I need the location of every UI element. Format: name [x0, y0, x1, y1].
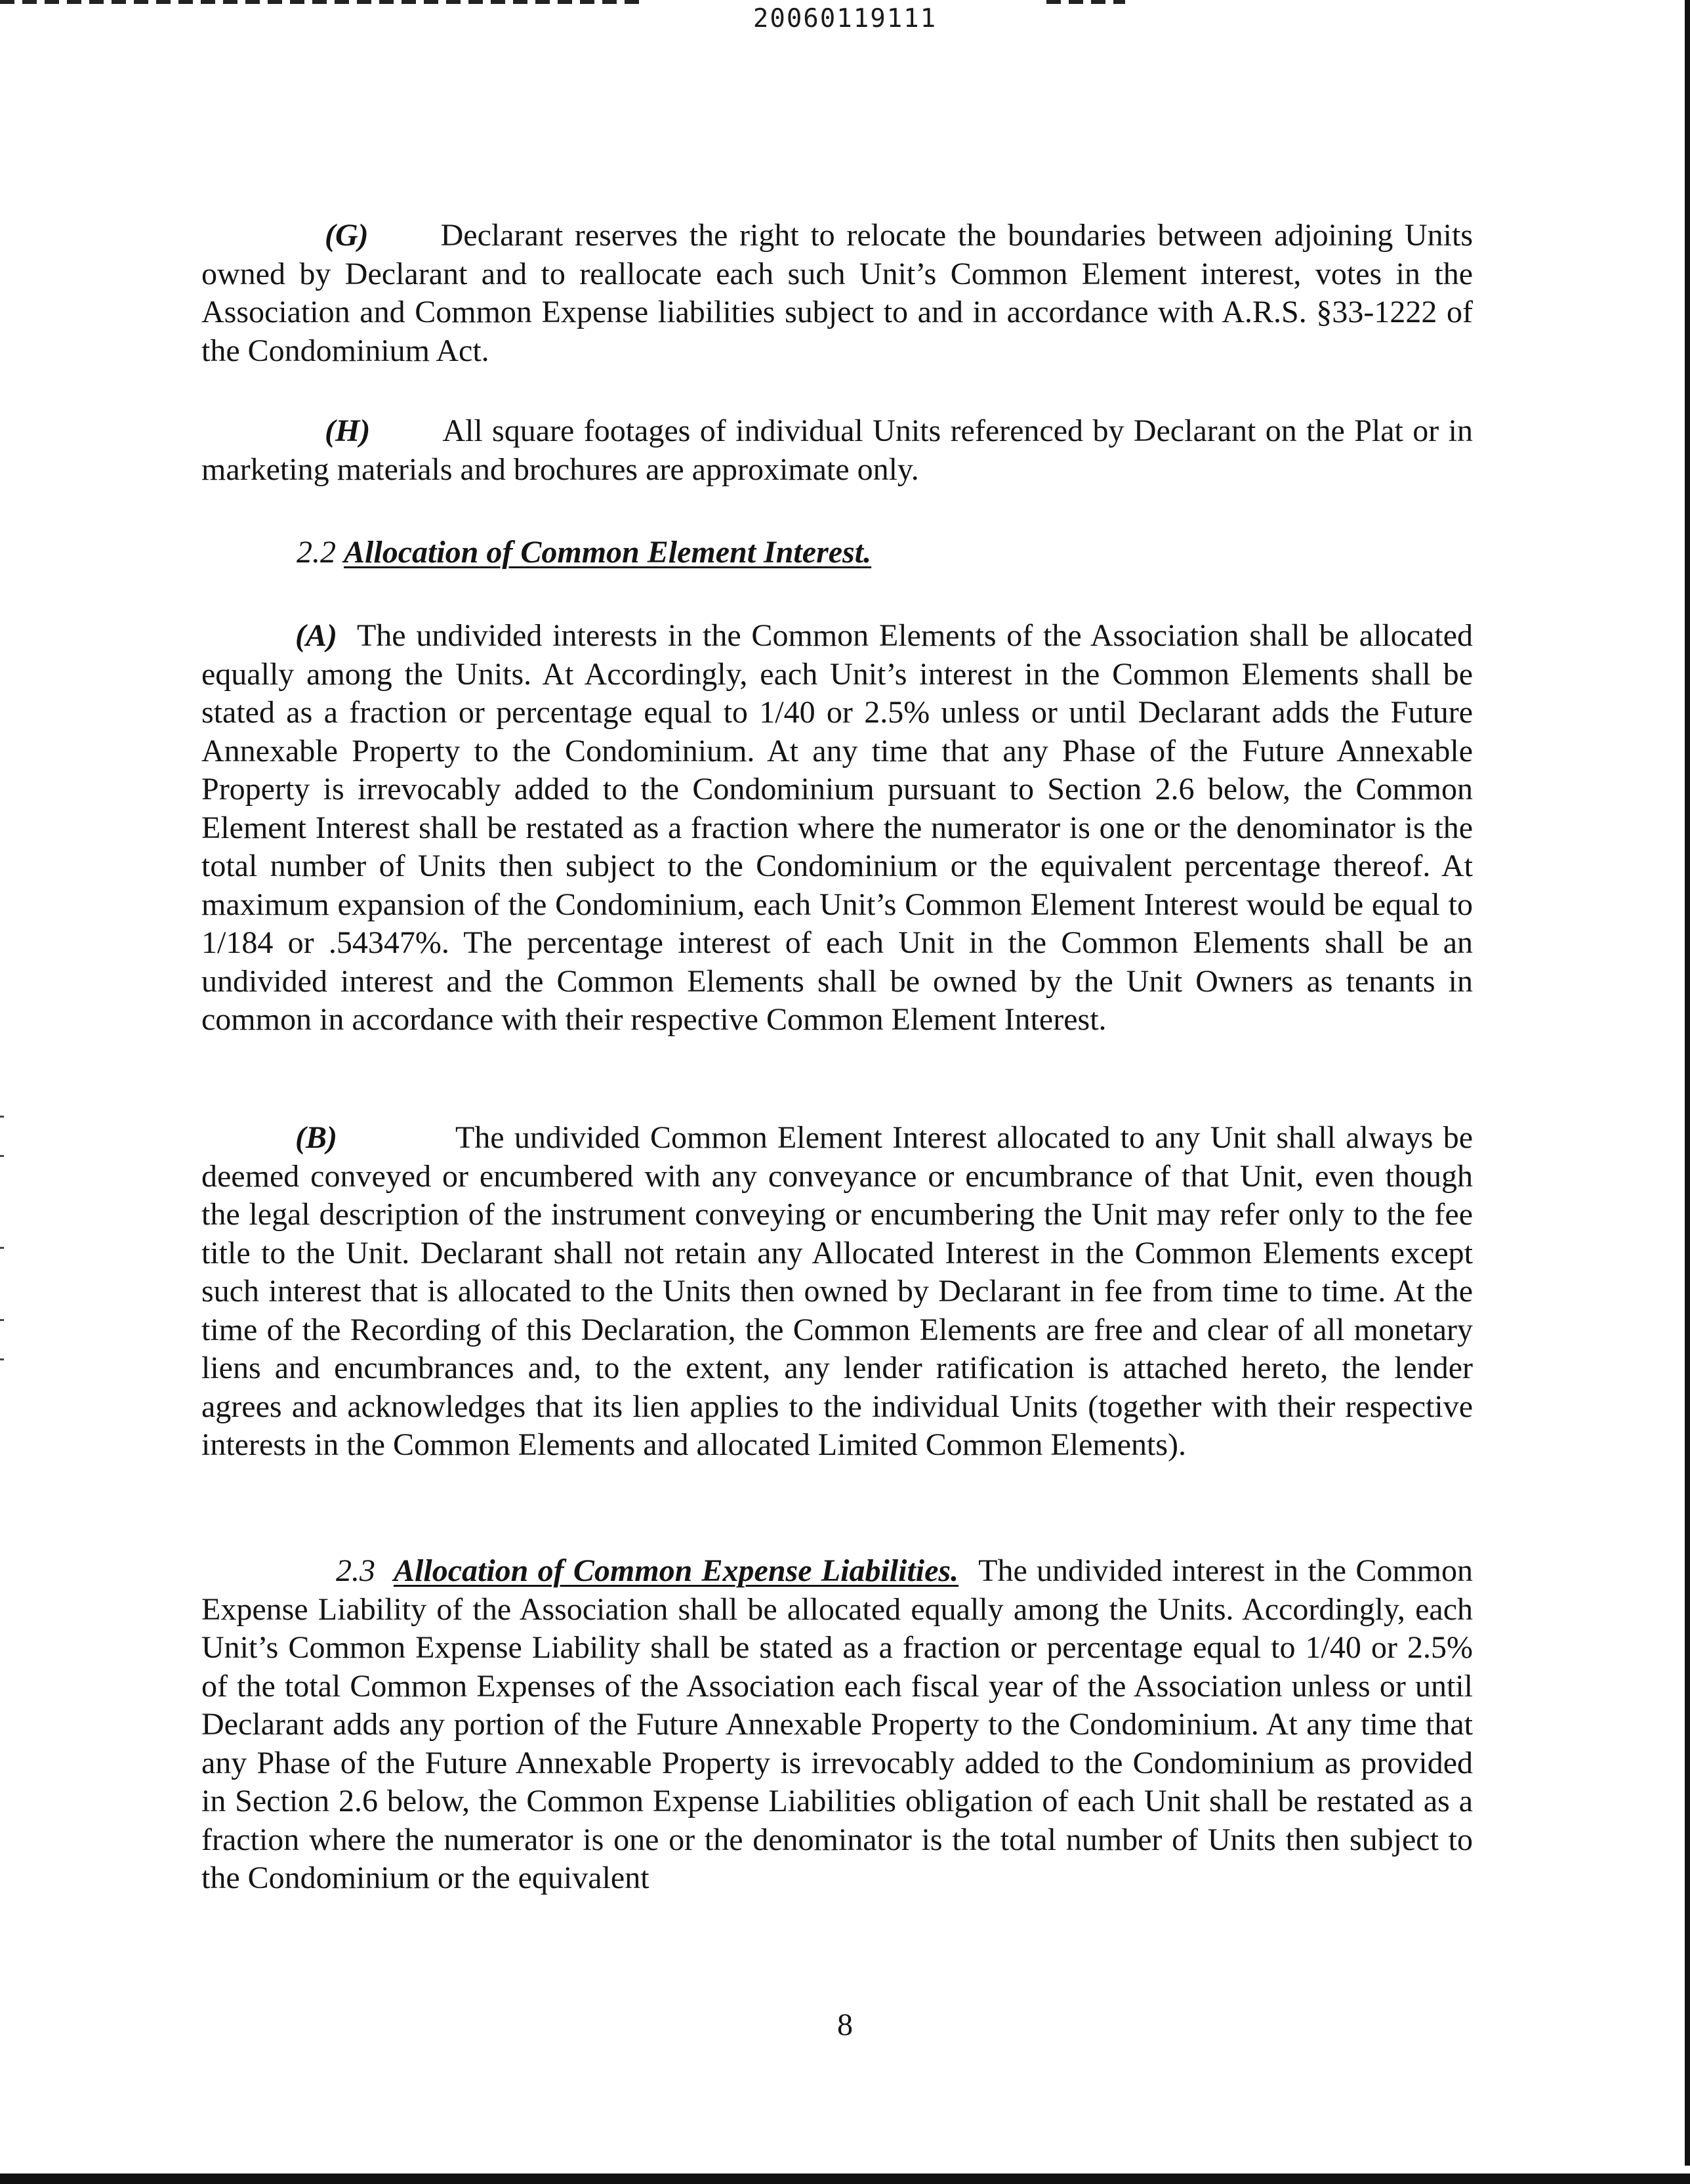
section-2-3-title: Allocation of Common Expense Liabilities.: [394, 1553, 959, 1588]
scan-artifact-left-tick: [0, 1247, 4, 1249]
paragraph-2-2-b-text: The undivided Common Element Interest allocated to any Unit shall always be deemed conveyed or encumbered with any conveyance or encumbrance of that Unit, even though the legal description of the instrument conveying or encumbering the Unit may refer only to the fee title to the Unit. Declarant shall not retain any Allocated Interest in the Common Elements except such interest that is allocated to the Units then owned by Declarant in fee from time to time. At the time of the Recording of this Declaration, the Common Elements are free and clear of all monetary liens and encumbrances and, to the extent, any lender ratification is attached hereto, the lender agrees and acknowledges that its lien applies to the individual Units (together with their respective interests in the Common Elements and allocated Limited Common Elements).: [201, 1120, 1473, 1462]
section-2-2-heading: [297, 534, 871, 572]
paragraph-g-text: Declarant reserves the right to relocate the boundaries between adjoining Units owned by Declarant and to reallocate each such Unit’s Common Element interest, votes in the Association and Common Expense liabilities subject to and in accordance with A.R.S. §33-1222 of the Condominium Act.: [201, 218, 1473, 368]
paragraph-2-2-a-text: The undivided interests in the Common Elements of the Association shall be allocated equally among the Units. At Accordingly, each Unit’s interest in the Common Elements shall be stated as a fraction or percentage equal to 1/40 or 2.5% unless or until Declarant adds the Future Annexable Property to the Condominium. At any time that any Phase of the Future Annexable Property is irrevocably added to the Condominium pursuant to Section 2.6 below, the Common Element Interest shall be restated as a fraction where the numerator is one or the denominator is the total number of Units then subject to the Condominium or the equivalent percentage thereof. At maximum expansion of the Condominium, each Unit’s Common Element Interest would be equal to 1/184 or .54347%. The percentage interest of each Unit in the Common Elements shall be an undivided interest and the Common Elements shall be owned by the Unit Owners as tenants in common in accordance with their respective Common Element Interest.: [201, 618, 1473, 1037]
paragraph-h-text: All square footages of individual Units referenced by Declarant on the Plat or in marketing materials and brochures are approximate only.: [201, 413, 1473, 487]
paragraph-2-3: [201, 1552, 1473, 1898]
document-number: 20060119111: [752, 4, 938, 33]
scan-artifact-left-tick: [0, 1116, 4, 1118]
paragraph-h-marker: (H): [325, 413, 371, 448]
paragraph-2-2-b-marker: (B): [295, 1120, 337, 1155]
paragraph-g: [201, 217, 1473, 370]
paragraph-2-2-a-marker: (A): [295, 618, 337, 653]
scan-artifact-left-tick: [0, 1358, 4, 1360]
scan-artifact-left-tick: [0, 1319, 4, 1321]
section-2-3-number: 2.3: [336, 1553, 375, 1588]
section-2-3-text: The undivided interest in the Common Expense Liability of the Association shall be allocated equally among the Units. Accordingly, each Unit’s Common Expense Liability shall be stated as a fraction or percentage equal to 1/40 or 2.5% of the total Common Expenses of the Association each fiscal year of the Association unless or until Declarant adds any portion of the Future Annexable Property to the Condominium. At any time that any Phase of the Future Annexable Property is irrevocably added to the Condominium as provided in Section 2.6 below, the Common Expense Liabilities obligation of each Unit shall be restated as a fraction where the numerator is one or the denominator is the total number of Units then subject to the Condominium or the equivalent: [201, 1553, 1474, 1895]
paragraph-2-2-b: [201, 1119, 1473, 1465]
paragraph-h: [201, 412, 1473, 489]
section-2-2-number: 2.2: [297, 535, 336, 570]
paragraph-2-2-a: [201, 617, 1473, 1040]
scan-artifact-left-tick: [0, 1155, 4, 1157]
scan-edge-right: [1685, 0, 1690, 2166]
section-2-2-title: Allocation of Common Element Interest.: [344, 535, 872, 570]
page-number: 8: [837, 2007, 853, 2042]
paragraph-g-marker: (G): [325, 218, 369, 253]
scan-edge-bottom: [0, 2174, 1690, 2184]
